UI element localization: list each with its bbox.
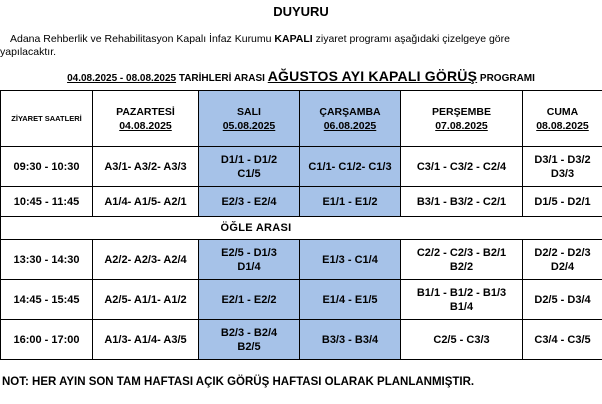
period-mid: TARİHLERİ ARASI — [176, 73, 268, 84]
break-row — [1, 217, 602, 240]
ward-line: E2/1 - E2/2 — [221, 293, 277, 306]
ward-line: A3/1- A3/2- A3/3 — [104, 160, 187, 173]
day-date: 06.08.2025 — [323, 119, 377, 132]
ward-line: D2/5 - D3/4 — [534, 293, 591, 306]
ward-line: C3/4 - C3/5 — [534, 333, 591, 346]
ward-cell — [523, 147, 602, 187]
day-name: PERŞEMBE — [432, 105, 491, 118]
ward-line: C2/2 - C2/3 - B2/1 — [416, 246, 507, 259]
intro-paragraph — [0, 33, 595, 59]
ward-cell — [199, 147, 300, 187]
ward-cell — [300, 240, 401, 280]
ward-line: B2/3 - B2/4 — [220, 326, 278, 339]
ward-cell — [93, 320, 199, 360]
ward-line: B1/1 - B1/2 - B1/3 — [416, 286, 507, 299]
ward-cell — [523, 280, 602, 320]
ward-line: A2/2- A2/3- A2/4 — [104, 253, 187, 266]
ward-line: E2/3 - E2/4 — [221, 195, 277, 208]
day-header — [199, 91, 300, 147]
ward-line: B3/1 - B3/2 - C2/1 — [416, 195, 507, 208]
ward-cell — [523, 240, 602, 280]
day-name: SALI — [237, 105, 261, 118]
intro-text-bold: KAPALI — [274, 33, 313, 45]
ward-line: C1/1- C1/2- C1/3 — [308, 160, 392, 173]
ward-cell — [93, 280, 199, 320]
visit-schedule-table — [0, 90, 602, 360]
ward-line: B2/5 — [237, 340, 261, 353]
ward-cell — [199, 280, 300, 320]
time-slot: 14:45 - 15:45 — [1, 280, 93, 320]
ward-cell — [523, 187, 602, 217]
ward-cell — [300, 280, 401, 320]
ward-cell — [199, 240, 300, 280]
time-slot-row — [1, 187, 602, 217]
time-slot-row — [1, 320, 602, 360]
time-slot: 13:30 - 14:30 — [1, 240, 93, 280]
ward-cell — [401, 187, 523, 217]
day-name: PAZARTESİ — [116, 105, 175, 118]
ward-cell — [401, 280, 523, 320]
day-date: 04.08.2025 — [119, 119, 172, 132]
ward-line: A1/4- A1/5- A2/1 — [104, 195, 187, 208]
ward-line: E2/5 - D1/3 — [221, 246, 277, 259]
ward-cell — [523, 320, 602, 360]
ward-line: B1/4 — [449, 300, 474, 313]
ward-line: B2/2 — [449, 260, 474, 273]
ward-line: D1/1 - D1/2 — [220, 153, 278, 166]
lunch-break-label: ÖĞLE ARASI — [93, 217, 602, 240]
header-row — [1, 91, 602, 147]
ward-cell — [93, 187, 199, 217]
ward-line: C3/1 - C3/2 - C2/4 — [416, 160, 507, 173]
time-slot-row — [1, 280, 602, 320]
ward-line: D2/4 — [550, 260, 575, 273]
header-visit-hours — [1, 91, 93, 147]
day-name: CUMA — [546, 105, 579, 118]
intro-line-1 — [0, 33, 595, 46]
ward-cell — [401, 147, 523, 187]
period-big-title: AĞUSTOS AYI KAPALI GÖRÜŞ — [267, 68, 478, 84]
ward-line: D1/5 - D2/1 — [534, 195, 591, 208]
ward-line: A2/5- A1/1- A1/2 — [104, 293, 187, 306]
day-header — [401, 91, 523, 147]
ward-cell — [401, 240, 523, 280]
intro-line-2: yapılacaktır. — [0, 46, 57, 58]
page-title: DUYURU — [273, 4, 329, 19]
ward-line: E1/4 - E1/5 — [322, 293, 378, 306]
ward-cell — [93, 240, 199, 280]
footer-note: NOT: HER AYIN SON TAM HAFTASI AÇIK GÖRÜŞ HAFTASI OLARAK PLANLANMIŞTIR. — [2, 376, 475, 388]
ward-line: D3/3 — [550, 167, 575, 180]
ward-line: B3/3 - B3/4 — [321, 333, 379, 346]
ward-line: E1/1 - E1/2 — [322, 195, 378, 208]
ward-line: C1/5 — [237, 167, 261, 180]
ward-cell — [199, 187, 300, 217]
time-slot: 10:45 - 11:45 — [1, 187, 93, 217]
period-dates: 04.08.2025 - 08.08.2025 — [67, 73, 177, 84]
ward-line: C2/5 - C3/3 — [433, 333, 490, 346]
ward-cell — [300, 147, 401, 187]
ward-cell — [401, 320, 523, 360]
ward-cell — [300, 320, 401, 360]
intro-text-start: Adana Rehberlik ve Rehabilitasyon Kapalı İnfaz Kurumu — [10, 33, 275, 45]
ward-cell — [93, 147, 199, 187]
ward-line: D2/2 - D2/3 — [534, 246, 591, 259]
ward-cell — [199, 320, 300, 360]
ward-line: D3/1 - D3/2 — [534, 153, 591, 166]
visit-hours-label: ZİYARET SAATLERİ — [11, 114, 82, 123]
time-slot-row — [1, 147, 602, 187]
day-date: 07.08.2025 — [435, 119, 488, 132]
ward-line: E1/3 - C1/4 — [322, 253, 378, 266]
time-slot: 09:30 - 10:30 — [1, 147, 93, 187]
day-header — [523, 91, 602, 147]
day-header — [93, 91, 199, 147]
break-spacer — [1, 217, 93, 240]
day-header — [300, 91, 401, 147]
intro-text-end: ziyaret programı aşağıdaki çizelgeye göre — [312, 33, 510, 45]
ward-line: D1/4 — [237, 260, 261, 273]
day-date: 08.08.2025 — [536, 119, 589, 132]
period-heading — [0, 68, 602, 84]
time-slot: 16:00 - 17:00 — [1, 320, 93, 360]
time-slot-row — [1, 240, 602, 280]
day-date: 05.08.2025 — [222, 119, 276, 132]
day-name: ÇARŞAMBA — [319, 105, 381, 118]
ward-line: A1/3- A1/4- A3/5 — [104, 333, 187, 346]
period-end: PROGRAMI — [477, 73, 535, 84]
ward-cell — [300, 187, 401, 217]
